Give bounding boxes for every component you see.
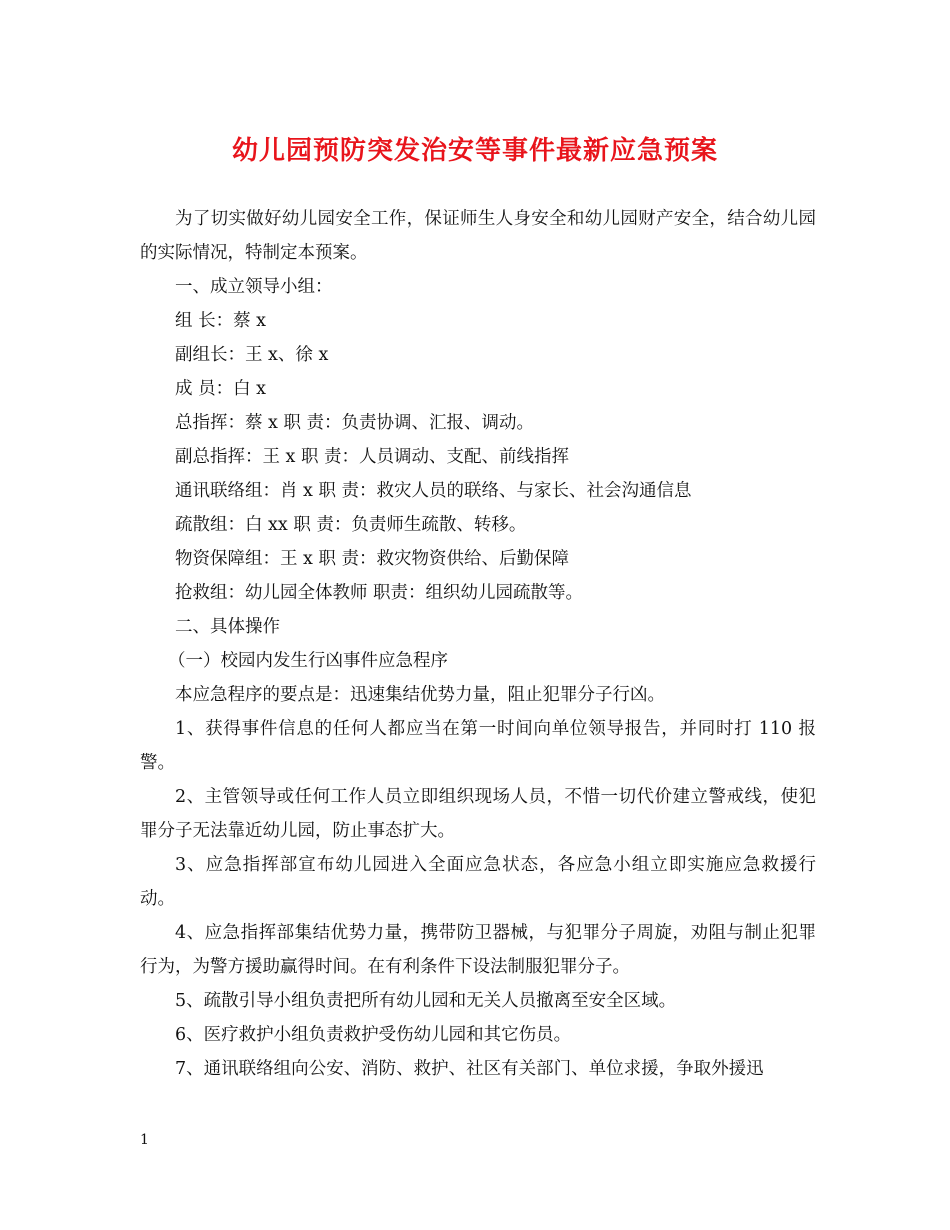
paragraph-intro: 为了切实做好幼儿园安全工作，保证师生人身安全和幼儿园财产安全，结合幼儿园的实际情况，特制定本预案。 (140, 209, 816, 263)
list-item: 总指挥：蔡 x 职 责：负责协调、汇报、调动。 (175, 413, 535, 433)
list-item: 组 长：蔡 x (175, 311, 266, 331)
page-number: 1 (140, 1132, 149, 1148)
numbered-paragraph: 3、应急指挥部宣布幼儿园进入全面应急状态，各应急小组立即实施应急救援行动。 (140, 855, 816, 909)
section-heading-2: 二、具体操作 (175, 617, 280, 637)
list-item: 成 员：白 x (175, 379, 266, 399)
numbered-paragraph: 6、医疗救护小组负责救护受伤幼儿园和其它伤员。 (175, 1025, 572, 1045)
list-item: 物资保障组：王 x 职 责：救灾物资供给、后勤保障 (175, 549, 570, 569)
list-item: 副总指挥：王 x 职 责：人员调动、支配、前线指挥 (175, 447, 570, 467)
document-title: 幼儿园预防突发治安等事件最新应急预案 (231, 136, 718, 166)
numbered-paragraph: 7、通讯联络组向公安、消防、救护、社区有关部门、单位求援，争取外援迅 (175, 1059, 764, 1079)
numbered-paragraph: 4、应急指挥部集结优势力量，携带防卫器械，与犯罪分子周旋，劝阻与制止犯罪行为，为警方援助赢得时间。在有利条件下设法制服犯罪分子。 (140, 923, 816, 977)
subsection-heading: （一）校园内发生行凶事件应急程序 (168, 651, 448, 671)
numbered-paragraph: 5、疏散引导小组负责把所有幼儿园和无关人员撤离至安全区域。 (175, 991, 677, 1011)
list-item: 抢救组：幼儿园全体教师 职责：组织幼儿园疏散等。 (175, 583, 584, 603)
numbered-paragraph: 1、获得事件信息的任何人都应当在第一时间向单位领导报告，并同时打 110 报警。 (140, 719, 816, 773)
list-item: 通讯联络组：肖 x 职 责：救灾人员的联络、与家长、社会沟通信息 (175, 481, 692, 501)
list-item: 副组长：王 x、徐 x (175, 345, 329, 365)
list-item: 疏散组：白 xx 职 责：负责师生疏散、转移。 (175, 515, 527, 535)
numbered-paragraph: 2、主管领导或任何工作人员立即组织现场人员，不惜一切代价建立警戒线，使犯罪分子无法靠近幼儿园，防止事态扩大。 (140, 787, 816, 841)
document-body (140, 202, 816, 1086)
section-heading-1: 一、成立领导小组： (175, 277, 333, 297)
paragraph: 本应急程序的要点是：迅速集结优势力量，阻止犯罪分子行凶。 (175, 685, 665, 705)
